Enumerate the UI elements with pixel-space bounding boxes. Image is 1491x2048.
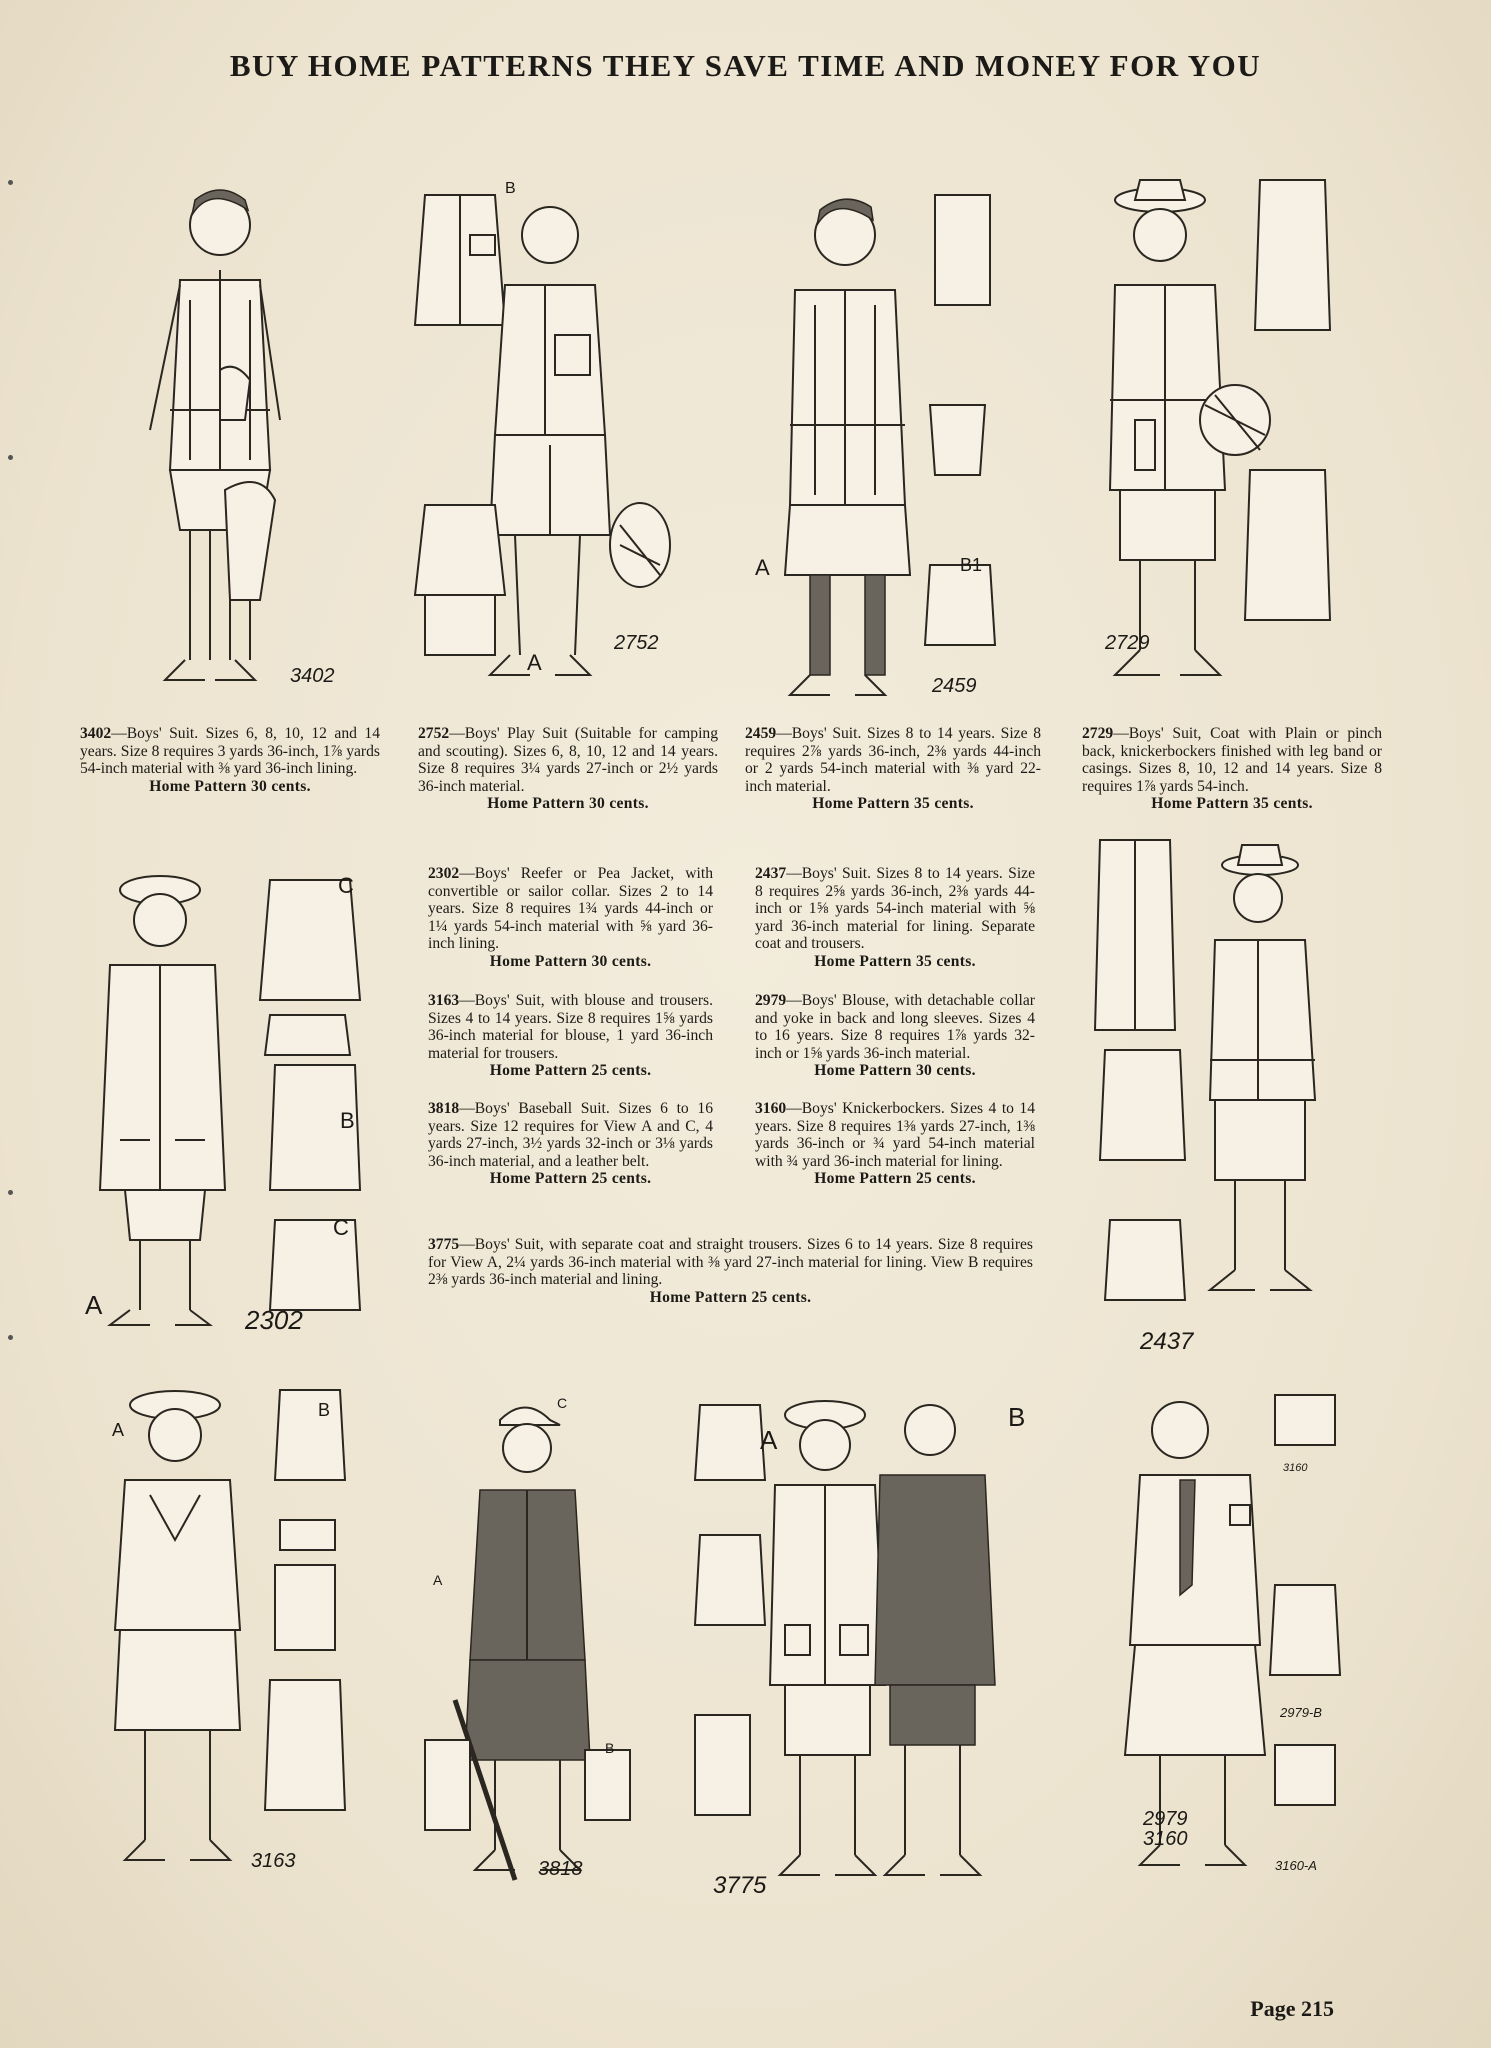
pattern-description-2752: 2752—Boys' Play Suit (Suitable for camping and scouting). Sizes 6, 8, 10, 12 and 14 years. Size 8 requires 3¼ yards 27-inch or 2½ yards 36-inch material. Home Pattern 30 cents. — [418, 725, 718, 813]
pattern-description-3163: 3163—Boys' Suit, with blouse and trousers. Sizes 4 to 14 years. Size 8 requires 1⅝ yards 36-inch material for blouse, 1 yard 36-inch material for trousers. Home Pattern 25 cents. — [428, 992, 713, 1080]
view-label: B — [505, 180, 516, 197]
view-label: B — [1008, 1402, 1026, 1432]
view-label: A — [112, 1420, 125, 1440]
view-label: C — [333, 1215, 349, 1240]
page-header: BUY HOME PATTERNS THEY SAVE TIME AND MONEY FOR YOU — [229, 48, 1262, 83]
view-label: B — [318, 1400, 331, 1420]
figure-number: 3818 — [538, 1858, 583, 1880]
view-label: A — [527, 650, 542, 675]
binding-mark — [8, 455, 13, 460]
pattern-description-2302: 2302—Boys' Reefer or Pea Jacket, with convertible or sailor collar. Sizes 2 to 14 years. Size 8 requires 1¾ yards 44-inch or 1¼ yards 54-inch material with ⅝ yard 36-inch lining. Home Pattern 30 cents. — [428, 865, 713, 970]
page-number: Page 215 — [1250, 1996, 1334, 2021]
figure-number: 3160 — [1283, 1462, 1308, 1474]
figure-number: 2729 — [1105, 632, 1150, 654]
illustration-3775-boys-suit — [690, 1385, 1050, 1905]
illustration-2437-boys-suit — [1090, 830, 1390, 1330]
illustration-2459-boys-suit — [735, 175, 1005, 715]
illustration-3818-baseball-suit — [415, 1390, 645, 1900]
figure-number: 2459 — [932, 675, 977, 697]
figure-number: 3402 — [290, 665, 335, 687]
pattern-description-3402: 3402—Boys' Suit. Sizes 6, 8, 10, 12 and 14 years. Size 8 requires 3 yards 36-inch, 1⅞ yards 54-inch material with ⅜ yard 36-inch lining. Home Pattern 30 cents. — [80, 725, 380, 795]
pattern-description-2459: 2459—Boys' Suit. Sizes 8 to 14 years. Size 8 requires 2⅞ yards 36-inch, 2⅜ yards 44-inch or 2 yards 54-inch material with ⅜ yard 22-inch material. Home Pattern 35 cents. — [745, 725, 1041, 813]
view-label: B — [605, 1740, 615, 1756]
pattern-description-3818: 3818—Boys' Baseball Suit. Sizes 6 to 16 years. Size 12 requires for View A and C, 4 yards 27-inch, 3½ yards 32-inch or 3⅛ yards 36-inch material, and a leather belt. Home Pattern 25 cents. — [428, 1100, 713, 1188]
figure-number: 3163 — [251, 1850, 296, 1872]
binding-mark — [8, 1190, 13, 1195]
illustration-2302-reefer-jacket — [75, 870, 375, 1340]
pattern-description-2729: 2729—Boys' Suit, Coat with Plain or pinch back, knickerbockers finished with leg band or casings. Sizes 8, 10, 12 and 14 years. Size 8 requires 1⅞ yards 54-inch. Home Pattern 35 cents. — [1082, 725, 1382, 813]
view-label: A — [760, 1425, 778, 1455]
figure-number: 2752 — [614, 632, 659, 654]
illustration-2729-boys-suit — [1075, 170, 1365, 700]
view-label: A — [755, 555, 770, 580]
figure-number: 3160-A — [1275, 1858, 1317, 1873]
figure-number: 3160 — [1143, 1828, 1188, 1850]
view-label: C — [338, 873, 354, 898]
pattern-description-2437: 2437—Boys' Suit. Sizes 8 to 14 years. Size 8 requires 2⅝ yards 36-inch, 2⅜ yards 44-inch or 1⅝ yards 54-inch material with ⅝ yard 36-inch material for lining. Separate coat and trousers. Home Pattern 35 cents. — [755, 865, 1035, 970]
view-label: A — [433, 1572, 443, 1588]
binding-mark — [8, 180, 13, 185]
pattern-description-3775: 3775—Boys' Suit, with separate coat and straight trousers. Sizes 6 to 14 years. Size 8 requires for View A, 2¼ yards 36-inch material with ⅜ yard 27-inch material for lining. View B requires 2⅜ yards 36-inch material and lining. Home Pattern 25 cents. — [428, 1236, 1033, 1306]
figure-number: 3775 — [713, 1872, 767, 1899]
binding-mark — [8, 1335, 13, 1340]
figure-number: 2979-B — [1280, 1705, 1322, 1720]
view-label: C — [557, 1395, 568, 1411]
pattern-description-2979: 2979—Boys' Blouse, with detachable collar and yoke in back and long sleeves. Sizes 4 to 16 years. Size 8 requires 1⅞ yards 32-inch or 1⅝ yards 36-inch material. Home Pattern 30 cents. — [755, 992, 1035, 1080]
view-label: A — [85, 1290, 103, 1320]
figure-number: 2437 — [1140, 1328, 1194, 1355]
illustration-3402-boys-suit — [110, 170, 350, 700]
view-label: B1 — [960, 555, 983, 575]
illustration-3163-blouse-trousers — [75, 1380, 355, 1890]
figure-number: 2979 — [1143, 1808, 1188, 1830]
pattern-description-3160: 3160—Boys' Knickerbockers. Sizes 4 to 14 years. Size 8 requires 1⅜ yards 27-inch, 1⅜ yards 36-inch or ¾ yard 54-inch material with ¾ yard 36-inch material for lining. Home Pattern 25 cents. — [755, 1100, 1035, 1188]
figure-number: 2302 — [245, 1305, 303, 1335]
view-label: B — [340, 1108, 355, 1133]
